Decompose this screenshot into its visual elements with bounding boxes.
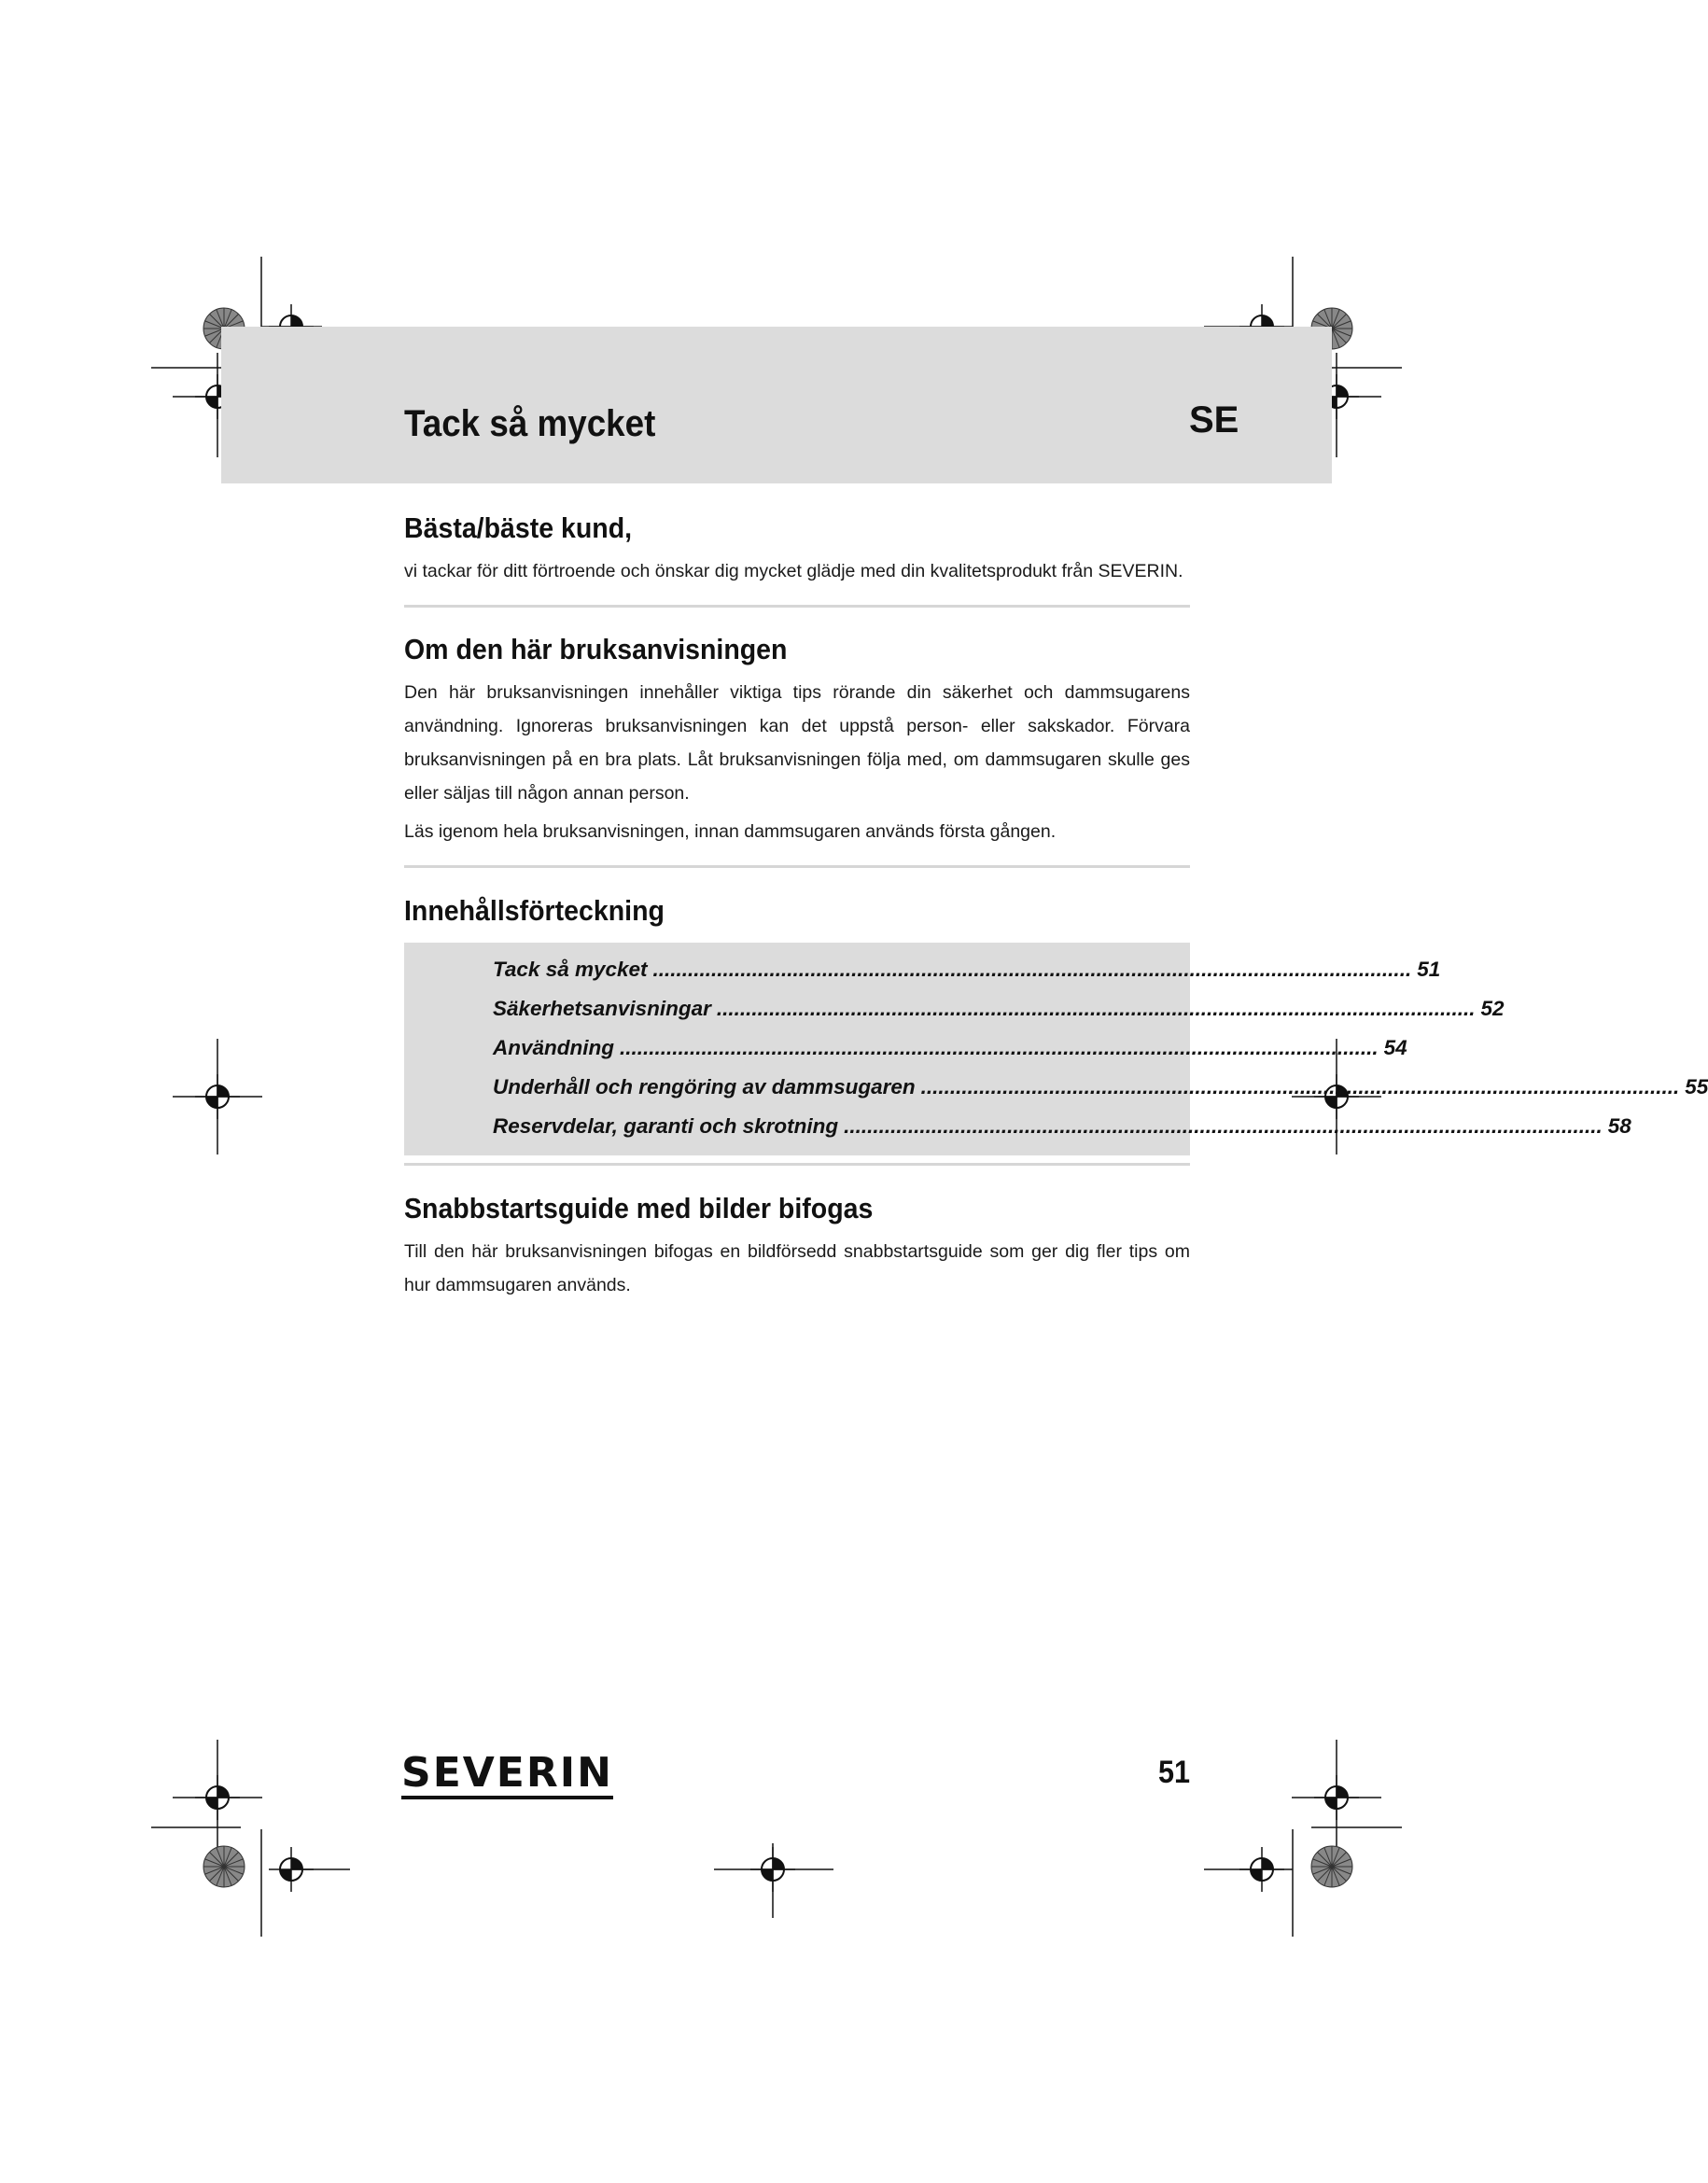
- language-code: SE: [1189, 399, 1239, 441]
- divider: [404, 1163, 1190, 1166]
- toc-item[interactable]: [493, 950, 1441, 989]
- toc-leader-dots: ..................................................................................................................................: [652, 958, 1412, 981]
- toc-leader-dots: ..................................................................................................................................: [844, 1114, 1603, 1138]
- toc-item-title: Tack så mycket: [493, 958, 648, 981]
- about-section: [404, 633, 1190, 848]
- toc-item[interactable]: [493, 1029, 1407, 1068]
- toc-title: Innehållsförteckning: [404, 894, 665, 927]
- toc-item[interactable]: [493, 989, 1505, 1029]
- greeting-text: vi tackar för ditt förtroende och önskar dig mycket glädje med din kvalitetsprodukt från SEVERIN.: [404, 561, 1183, 581]
- toc-item[interactable]: [493, 1107, 1631, 1146]
- divider: [404, 605, 1190, 608]
- quickstart-title: Snabbstartsguide med bilder bifogas: [404, 1192, 874, 1224]
- divider: [404, 865, 1190, 868]
- toc-item-page: 54: [1383, 1036, 1407, 1059]
- main-content: [404, 511, 1708, 1302]
- toc-item-page: 51: [1417, 958, 1441, 981]
- toc-item-title: Reservdelar, garanti och skrotning: [493, 1114, 839, 1138]
- toc-item[interactable]: [493, 1068, 1708, 1107]
- toc-item-page: 58: [1607, 1114, 1631, 1138]
- toc-leader-dots: ..................................................................................................................................: [620, 1036, 1379, 1059]
- toc-section: [404, 894, 1708, 1155]
- toc-item-title: Användning: [493, 1036, 614, 1059]
- about-title: Om den här bruksanvisningen: [404, 633, 788, 665]
- quickstart-section: [404, 1192, 1190, 1302]
- about-paragraph-2: Läs igenom hela bruksanvisningen, innan dammsugaren används första gången.: [404, 821, 1057, 842]
- toc-item-title: Säkerhetsanvisningar: [493, 997, 711, 1020]
- page-title: Tack så mycket: [404, 403, 656, 444]
- toc-item-page: 52: [1480, 997, 1505, 1020]
- page-number: 51: [1158, 1755, 1191, 1790]
- about-paragraph-1: Den här bruksanvisningen innehåller viktiga tips rörande din säkerhet och dammsugarens användning. Ignoreras bruksanvisningen kan det uppstå person- eller sakskador. Förvara bruksanvisningen på en bra plats. Låt bruksanvisningen följa med, om dammsugaren skulle ges eller säljas till någon annan person.: [404, 682, 1190, 804]
- toc-item-title: Underhåll och rengöring av dammsugaren: [493, 1075, 916, 1098]
- quickstart-text: Till den här bruksanvisningen bifogas en bildförsedd snabbstartsguide som ger dig fler tips om hur dammsugaren används.: [404, 1241, 1190, 1295]
- toc-item-page: 55: [1685, 1075, 1708, 1098]
- toc-leader-dots: ..................................................................................................................................: [920, 1075, 1680, 1098]
- severin-logo: SEVERIN: [401, 1753, 613, 1799]
- greeting-title: Bästa/bäste kund,: [404, 511, 633, 544]
- toc-box: [404, 943, 1708, 1155]
- greeting-section: [404, 511, 1190, 588]
- toc-leader-dots: ..................................................................................................................................: [716, 997, 1476, 1020]
- header-band: [221, 327, 1332, 483]
